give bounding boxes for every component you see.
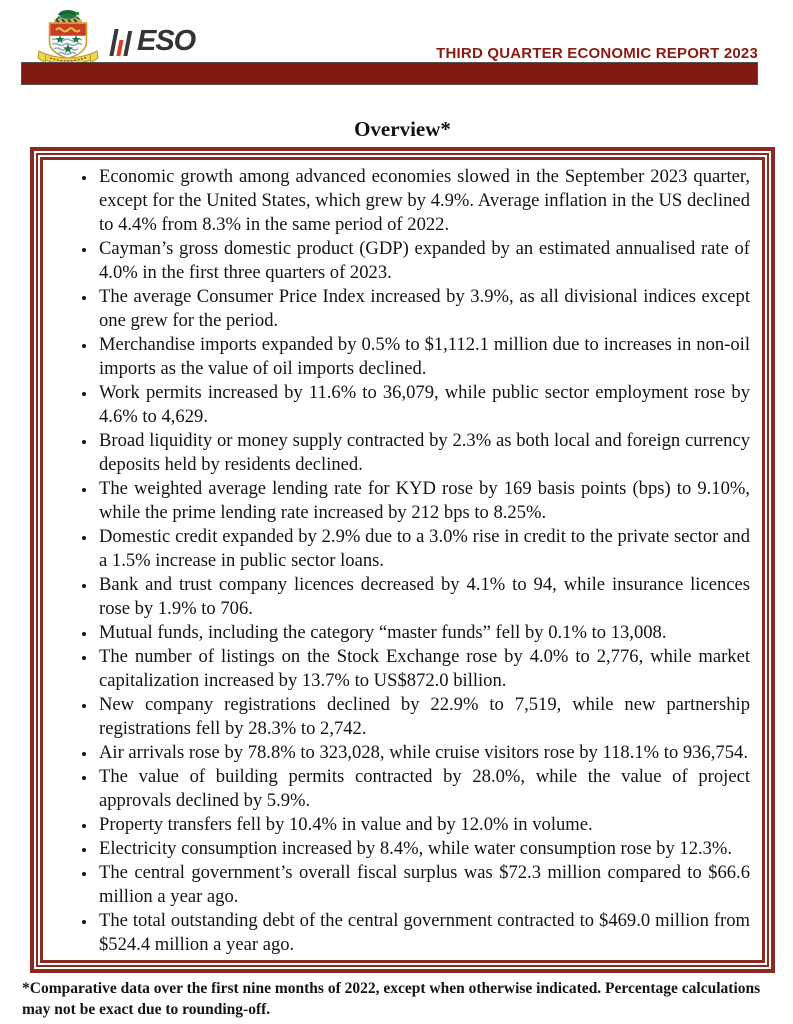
bullet-item: • Merchandise imports expanded by 0.5% to $1,112.1 million due to increases in non-oil imports as the value of oil imports declined. bbox=[97, 333, 750, 381]
report-title: THIRD QUARTER ECONOMIC REPORT 2023 bbox=[436, 45, 758, 62]
footnote: *Comparative data over the first nine months of 2022, except when otherwise indicated. Percentage calculations may not be exact due to rounding-off. bbox=[22, 980, 761, 1018]
bullet-item: • Broad liquidity or money supply contracted by 2.3% as both local and foreign currency deposits held by residents declined. bbox=[97, 429, 750, 477]
overview-bullet-list bbox=[65, 165, 750, 957]
overview-box-middle-border bbox=[36, 153, 769, 967]
bullet-item: • The number of listings on the Stock Exchange rose by 4.0% to 2,776, while market capitalization increased by 13.7% to US$872.0 billion. bbox=[97, 645, 750, 693]
bullet-item: • The total outstanding debt of the central government contracted to $469.0 million from $524.4 million a year ago. bbox=[97, 909, 750, 957]
bullet-item: • Work permits increased by 11.6% to 36,079, while public sector employment rose by 4.6% to 4,629. bbox=[97, 381, 750, 429]
bullet-item: • Electricity consumption increased by 8.4%, while water consumption rose by 12.3%. bbox=[97, 837, 750, 861]
eso-logo bbox=[112, 27, 195, 56]
page-title: Overview* bbox=[354, 117, 451, 141]
bullet-item: • The value of building permits contracted by 28.0%, while the value of project approvals declined by 5.9%. bbox=[97, 765, 750, 813]
cayman-coat-of-arms-icon bbox=[34, 6, 102, 68]
bullet-item: • The central government’s overall fiscal surplus was $72.3 million compared to $66.6 million a year ago. bbox=[97, 861, 750, 909]
bullet-item: • New company registrations declined by 22.9% to 7,519, while new partnership registrations fell by 28.3% to 2,742. bbox=[97, 693, 750, 741]
eso-logo-text: ESO bbox=[137, 25, 196, 57]
bullet-item: • Bank and trust company licences decreased by 4.1% to 94, while insurance licences rose by 1.9% to 706. bbox=[97, 573, 750, 621]
overview-box bbox=[30, 147, 775, 973]
bullet-item: • Domestic credit expanded by 2.9% due to a 3.0% rise in credit to the private sector and a 1.5% increase in public sector loans. bbox=[97, 525, 750, 573]
bullet-item: • Air arrivals rose by 78.8% to 323,028, while cruise visitors rose by 118.1% to 936,754. bbox=[97, 741, 750, 765]
bullet-item: • The weighted average lending rate for KYD rose by 169 basis points (bps) to 9.10%, while the prime lending rate increased by 212 bps to 8.25%. bbox=[97, 477, 750, 525]
bullet-item: • Mutual funds, including the category “master funds” fell by 0.1% to 13,008. bbox=[97, 621, 750, 645]
header-divider-bar bbox=[21, 62, 758, 85]
eso-bar-chart-icon bbox=[109, 29, 135, 56]
overview-box-inner-border bbox=[40, 157, 765, 963]
bullet-item: • Property transfers fell by 10.4% in value and by 12.0% in volume. bbox=[97, 813, 750, 837]
bullet-item: • The average Consumer Price Index increased by 3.9%, as all divisional indices except one grew for the period. bbox=[97, 285, 750, 333]
bullet-item: • Economic growth among advanced economies slowed in the September 2023 quarter, except for the United States, which grew by 4.9%. Average inflation in the US declined to 4.4% from 8.3% in the same period of 2022. bbox=[97, 165, 750, 237]
bullet-item: • Cayman’s gross domestic product (GDP) expanded by an estimated annualised rate of 4.0% in the first three quarters of 2023. bbox=[97, 237, 750, 285]
